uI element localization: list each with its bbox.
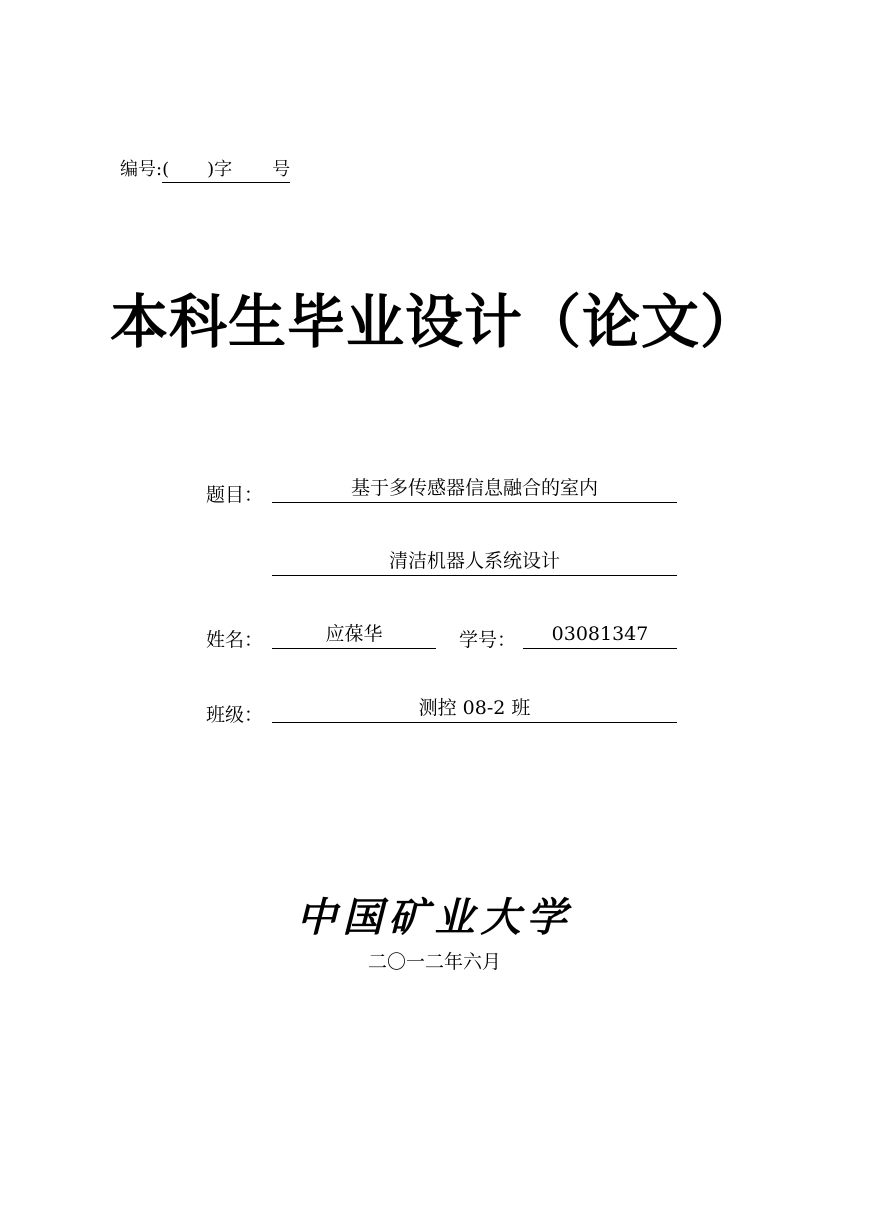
serial-close-paren-zi: )字 <box>207 159 233 180</box>
submission-date: 二〇一二年六月 <box>367 951 501 973</box>
page-title: 本科生毕业设计（论文） <box>109 288 759 356</box>
class-field: 测控 08-2 班 <box>272 694 677 723</box>
serial-number <box>120 156 290 184</box>
topic-line-1: 基于多传感器信息融合的室内 <box>272 474 677 503</box>
serial-underline <box>162 158 290 183</box>
topic-label: 题目： <box>206 484 264 506</box>
serial-open-paren: ( <box>162 159 170 180</box>
name-field: 应葆华 <box>272 620 436 649</box>
university-name: 中国矿业大学 <box>296 894 573 941</box>
serial-label: 编号: <box>120 159 163 180</box>
serial-hao: 号 <box>272 159 291 180</box>
class-label: 班级： <box>206 704 264 726</box>
name-label: 姓名： <box>206 629 264 651</box>
student-id-field: 03081347 <box>523 620 677 649</box>
student-id-label: 学号： <box>459 629 517 651</box>
topic-line-2: 清洁机器人系统设计 <box>272 547 677 576</box>
